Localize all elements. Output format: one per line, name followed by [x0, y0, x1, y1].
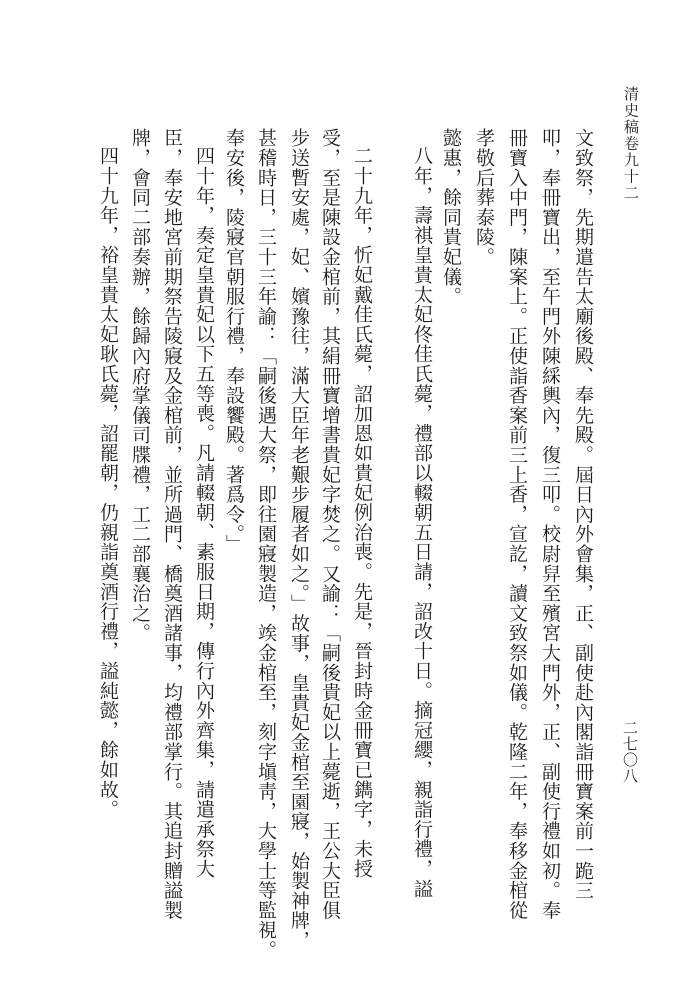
text-column-13: 臣，奉安地宮前期祭告陵寢及金棺前，並所過門、橋奠酒諸事，均禮部掌行。其追封贈謚製: [161, 128, 183, 920]
text-column-4: 孝敬后葬泰陵。: [473, 128, 495, 267]
text-column-14: 牌，會同二部奏辦，餘歸內府掌儀司牒禮，工二部襄治之。: [129, 128, 151, 643]
running-header-title: 清史稿卷九十二: [622, 86, 640, 202]
text-column-11: 奉安後，陵寢官朝服行禮，奉設饗殿。著爲令。」: [223, 128, 245, 555]
text-column-3: 冊寶入中門，陳案上。正使詣香案前三上香，宣訖，讀文致祭如儀。乾隆二年，奉移金棺從: [506, 128, 528, 920]
text-column-6: 八年，壽祺皇貴太妃佟佳氏薨，禮部以輟朝五日請，詔改十日。摘冠纓，親詣行禮，謚: [411, 146, 433, 899]
text-column-10: 甚稽時日，三十三年諭：「嗣後遇大祭，即往園寢製造，竢金棺至，刻字塡靑，大學士等監視。: [255, 128, 277, 960]
text-column-5: 懿惠，餘同貴妃儀。: [440, 128, 462, 307]
text-column-9: 步送暫安處，妃、嬪豫往，滿大臣年老艱步履者如之。」故事，皇貴妃金棺至園寢，始製神牌，: [288, 128, 310, 951]
text-column-12: 四十年，奏定皇貴妃以下五等喪。凡請輟朝、素服日期，傳行內外齊集，請遣承祭大: [193, 146, 215, 879]
text-column-8: 受，至是陳設金棺前，其絹冊寶增書貴妃字焚之。又諭：「嗣後貴妃以上薨逝，王公大臣俱: [319, 128, 341, 920]
page-number: 二七〇八: [621, 720, 639, 784]
text-column-1: 文致祭，先期遣告太廟後殿、奉先殿。屆日內外會集，正、副使赴內閣詣冊寶案前一跪三: [572, 128, 594, 901]
text-column-7: 二十九年，忻妃戴佳氏薨，詔加恩如貴妃例治喪。先是，晉封時金冊寶已鐫字，未授: [351, 146, 373, 879]
text-column-15: 四十九年，裕皇貴太妃耿氏薨，詔罷朝，仍親詣奠酒行禮，謚純懿，餘如故。: [97, 146, 119, 820]
text-column-2: 叩，奉冊寶出，至午門外陳綵輿內，復三叩。校尉舁至殯宮大門外，正、副使行禮如初。奉: [539, 128, 561, 920]
